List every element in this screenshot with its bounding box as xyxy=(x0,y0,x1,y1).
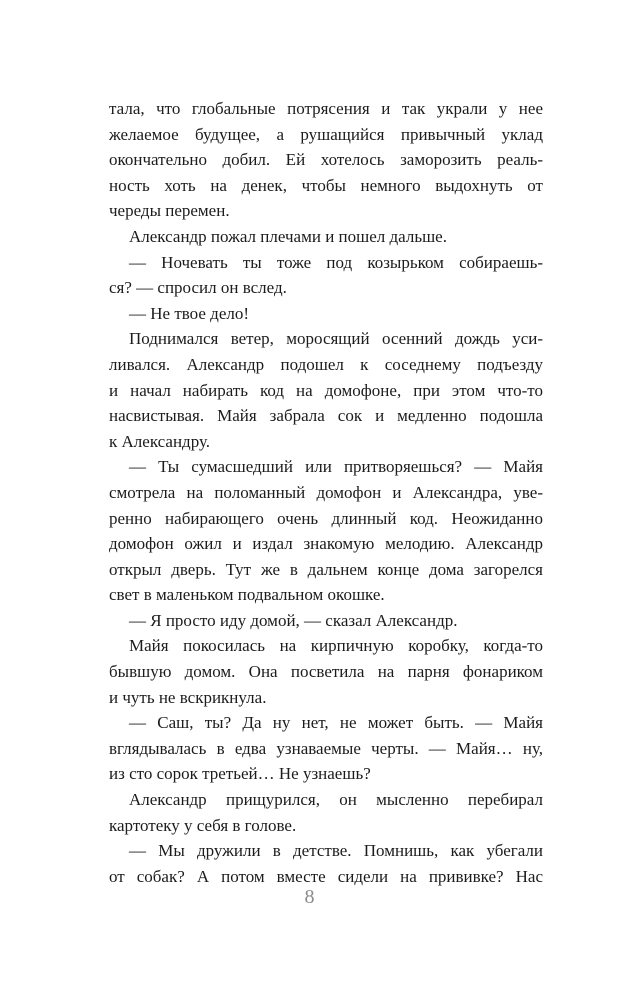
text-line: и чуть не вскрикнула. xyxy=(109,687,267,707)
body-text xyxy=(109,96,543,889)
text-line: и начал набирать код на домофоне, при этом что-то xyxy=(109,380,543,400)
text-line: насвистывая. Майя забрала сок и медленно подошла xyxy=(109,406,543,426)
text-line: бывшую домом. Она посветила на парня фонариком xyxy=(109,662,543,682)
text-line: ся? — спросил он вслед. xyxy=(109,278,287,298)
text-line: свет в маленьком подвальном окошке. xyxy=(109,585,385,605)
text-line: к Александру. xyxy=(109,431,211,451)
text-line: от собак? А потом вместе сидели на прививке? Нас xyxy=(109,866,543,886)
text-line: Александр прищурился, он мысленно перебирал xyxy=(129,790,543,810)
text-line: — Я просто иду домой, — сказал Александр. xyxy=(129,610,458,630)
text-line: открыл дверь. Тут же в дальнем конце дома загорелся xyxy=(109,559,543,579)
text-line: из сто сорок третьей… Не узнаешь? xyxy=(109,764,371,784)
text-line: тала, что глобальные потрясения и так украли у нее xyxy=(109,99,543,118)
text-line: череды перемен. xyxy=(109,201,230,221)
text-line: — Не твое дело! xyxy=(129,303,250,323)
text-line: — Ночевать ты тоже под козырьком собираешь- xyxy=(129,252,543,272)
text-line: желаемое будущее, а рушащийся привычный уклад xyxy=(109,124,543,144)
text-line: ность хоть на денек, чтобы немного выдохнуть от xyxy=(109,175,543,195)
text-line: вглядывалась в едва узнаваемые черты. — Майя… ну, xyxy=(109,738,543,758)
text-line: домофон ожил и издал знакомую мелодию. Александр xyxy=(109,534,543,554)
text-line: — Саш, ты? Да ну нет, не может быть. — Майя xyxy=(129,713,543,733)
text-line: картотеку у себя в голове. xyxy=(109,815,297,835)
text-line: Майя покосилась на кирпичную коробку, когда-то xyxy=(129,636,543,656)
text-line: ливался. Александр подошел к соседнему подъезду xyxy=(109,354,543,374)
text-line: Александр пожал плечами и пошел дальше. xyxy=(129,226,447,246)
page-number: 8 xyxy=(304,886,315,908)
text-line: — Ты сумасшедший или притворяешься? — Майя xyxy=(129,457,543,477)
text-line: смотрела на поломанный домофон и Александра, уве- xyxy=(109,482,543,502)
text-line: — Мы дружили в детстве. Помнишь, как убегали xyxy=(129,841,543,861)
text-line: Поднимался ветер, моросящий осенний дождь уси- xyxy=(129,329,543,349)
text-line: ренно набирающего очень длинный код. Неожиданно xyxy=(109,508,543,528)
text-line: окончательно добил. Ей хотелось заморозить реаль- xyxy=(109,150,543,170)
